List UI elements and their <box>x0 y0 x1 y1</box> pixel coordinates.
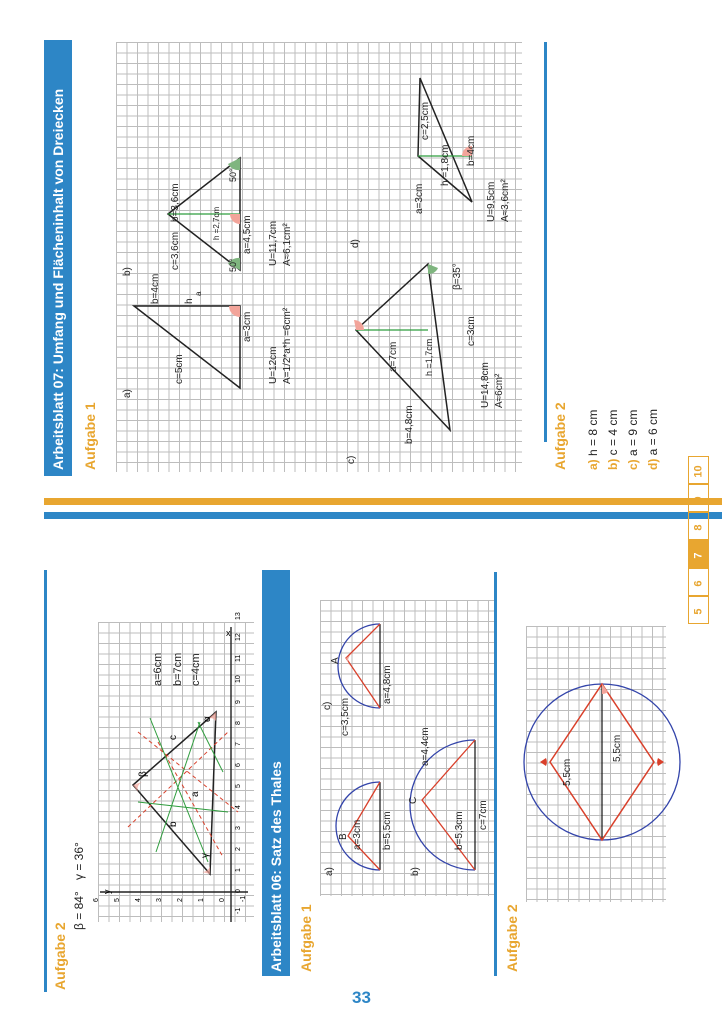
triangle-c-right-angle <box>354 320 364 330</box>
answer-c: c) a = 9 cm <box>626 409 640 470</box>
thales-c-triangle <box>346 624 380 708</box>
thales-b-label: b) <box>410 867 421 876</box>
label-alpha: α <box>202 716 213 722</box>
x-tick-label: 1 <box>235 868 242 872</box>
thales-a-label: a) <box>324 867 335 876</box>
part-a-side-b: b=4cm <box>150 273 161 304</box>
chapter-tab-9[interactable]: 9 <box>688 484 709 512</box>
chapter-tab-5[interactable]: 5 <box>688 596 709 624</box>
thales-c-label: c) <box>322 701 333 710</box>
thales-b-side-a: a=4,4cm <box>420 727 431 766</box>
side-a-value: a=6cm <box>152 652 164 686</box>
y-tick-labels <box>93 896 247 902</box>
y-tick-label: -1 <box>240 895 247 902</box>
triangle-a-right-angle <box>229 306 240 317</box>
x-tick-label: -1 <box>235 907 242 914</box>
answer-d: d) a = 6 cm <box>646 408 660 470</box>
y-axis-label: y <box>102 889 112 894</box>
thales-c-A: A <box>330 657 341 664</box>
part-b-area: A≈6,1cm² <box>282 223 293 266</box>
part-a-side-a: a=3cm <box>242 311 253 342</box>
y-tick-label: 5 <box>114 898 121 902</box>
y-tick-label: 2 <box>177 898 184 902</box>
part-a-perimeter: U=12cm <box>268 346 279 384</box>
part-a-area: A=1/2*a*h =6cm² <box>282 307 293 384</box>
thales-b-side-b: b=5,3cm <box>454 811 465 850</box>
left-divider-top <box>44 570 47 992</box>
gamma-value: γ = 36° <box>72 842 86 880</box>
x-tick-label: 2 <box>235 847 242 851</box>
x-tick-label: 10 <box>235 675 242 683</box>
aufgabe1-title-left: Aufgabe 1 <box>298 904 314 972</box>
x-tick-label: 12 <box>235 633 242 641</box>
aufgabe2-title-right: Aufgabe 2 <box>552 402 568 470</box>
triangle-c-angle <box>428 264 438 274</box>
blue-stripe <box>44 512 722 519</box>
part-b-side-a: a=4,5cm <box>242 215 253 254</box>
side-b-value: b=7cm <box>172 652 184 686</box>
x-tick-label: 8 <box>235 721 242 725</box>
part-b-height: h =2,7cm <box>212 206 221 240</box>
label-a: a <box>190 791 201 797</box>
x-tick-label: 5 <box>235 784 242 788</box>
x-tick-labels <box>235 612 242 914</box>
triangle-c <box>356 264 450 430</box>
label-b: b <box>168 821 179 827</box>
corner-angle-1 <box>602 684 608 694</box>
label-beta: β <box>138 771 149 777</box>
thales-b-C: C <box>408 796 419 804</box>
part-b-angle-2: 50° <box>228 168 238 182</box>
y-tick-label: 3 <box>156 898 163 902</box>
part-c-height: h =1,7cm <box>424 338 434 376</box>
part-c-label: c) <box>346 455 357 464</box>
part-d-height: h =1,8cm <box>440 144 451 186</box>
part-c-perimeter: U=14,8cm <box>480 362 491 408</box>
part-d-side-a: a=3cm <box>414 183 425 214</box>
beta-value: β = 84° <box>72 891 86 930</box>
green-line-2 <box>156 722 200 852</box>
thales-figure <box>320 600 496 900</box>
x-tick-label: 13 <box>235 612 242 620</box>
x-axis-label: x <box>226 628 231 638</box>
corner-angle-2 <box>540 758 547 766</box>
thales-c-side-a: a=4,8cm <box>382 665 393 704</box>
square-diagonal-2: 5,5cm <box>612 734 623 762</box>
part-c-side-a: a=7cm <box>388 341 399 372</box>
left-divider-bottom <box>494 572 497 976</box>
chapter-tab-6[interactable]: 6 <box>688 568 709 596</box>
ab07-banner-text: Arbeitsblatt 07: Umfang und Flächeninhalt von Dreiecken <box>50 88 66 470</box>
part-b-label: b) <box>122 267 133 276</box>
page-number: 33 <box>352 988 371 1007</box>
label-gamma: γ <box>200 853 211 858</box>
square-figure <box>526 626 668 904</box>
part-c-side-b: b=4,8cm <box>404 405 415 444</box>
part-b-perimeter: U=11,7cm <box>268 220 279 266</box>
x-tick-label: 0 <box>235 889 242 893</box>
y-tick-label: 0 <box>219 898 226 902</box>
orange-stripe <box>44 498 722 505</box>
part-c-area: A≈6cm² <box>494 373 505 408</box>
chapter-tab-10[interactable]: 10 <box>688 456 709 484</box>
aufgabe1-title-right: Aufgabe 1 <box>82 402 98 470</box>
x-tick-label: 9 <box>235 700 242 704</box>
thales-a-side-a: a=3cm <box>352 819 363 850</box>
green-line-3 <box>198 722 223 772</box>
answer-a: a) h = 8 cm <box>586 409 600 470</box>
square-diagonal-1: 5,5cm <box>562 758 573 786</box>
part-d-side-c: c=2,5cm <box>420 101 431 140</box>
thales-c-side-c: c=3,5cm <box>340 697 351 736</box>
part-d-side-b: b=4cm <box>466 135 477 166</box>
part-a-side-c: c=5cm <box>174 354 185 384</box>
x-tick-label: 4 <box>235 805 242 809</box>
x-tick-label: 11 <box>235 654 242 662</box>
label-c: c <box>168 735 179 740</box>
part-b-side-b: b=3,6cm <box>170 183 181 222</box>
x-tick-label: 7 <box>235 742 242 746</box>
aufgabe2-title-left: Aufgabe 2 <box>52 922 68 990</box>
part-c-side-c: c=3cm <box>466 316 477 346</box>
right-divider <box>544 42 547 442</box>
chapter-tab-7[interactable]: 7 <box>688 540 709 568</box>
y-tick-label: 1 <box>198 898 205 902</box>
chapter-tab-8[interactable]: 8 <box>688 512 709 540</box>
part-b-angle-1: 50° <box>228 258 238 272</box>
aufgabe2-title-lower: Aufgabe 2 <box>504 904 520 972</box>
part-a-height-sub: a <box>194 291 203 296</box>
thales-a-side-b: b=5,5cm <box>382 811 393 850</box>
x-tick-label: 3 <box>235 826 242 830</box>
thales-b-side-c: c=7cm <box>478 800 489 830</box>
part-b-side-c: c=3,6cm <box>170 231 181 270</box>
green-line-1 <box>150 718 208 862</box>
part-a-label: a) <box>122 389 133 398</box>
part-d-label: d) <box>350 239 361 248</box>
part-a-height: h <box>184 298 195 304</box>
answer-b: b) c = 4 cm <box>606 409 620 470</box>
triangle-b-right-angle <box>230 214 240 224</box>
triangle-a <box>134 306 240 388</box>
thales-c-semicircle <box>338 624 380 708</box>
y-tick-label: 6 <box>93 898 100 902</box>
y-tick-label: 4 <box>135 898 142 902</box>
side-c-value: c=4cm <box>190 653 202 686</box>
x-tick-label: 6 <box>235 763 242 767</box>
part-d-perimeter: U=9,5cm <box>486 181 497 222</box>
part-c-beta: β=35° <box>452 263 463 290</box>
thales-a-B: B <box>338 833 349 840</box>
ab06-banner-text: Arbeitsblatt 06: Satz des Thales <box>268 761 284 972</box>
part-d-area: A≈3,6cm² <box>500 179 511 222</box>
corner-angle-3 <box>657 758 664 766</box>
